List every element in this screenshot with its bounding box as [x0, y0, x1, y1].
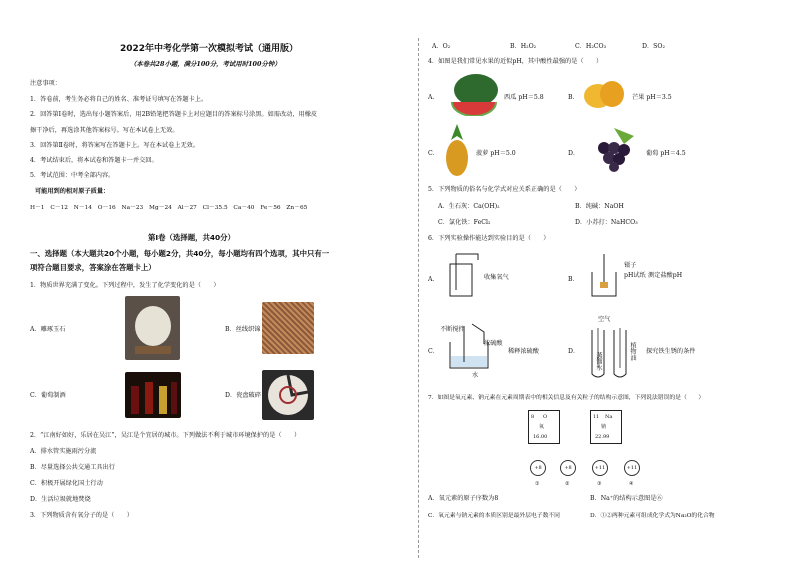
wine-glasses-image [125, 372, 181, 418]
atom-diagram: +8 [560, 460, 576, 476]
question-5-stem: 5．下列物质的俗名与化学式对应关系正确的是（ ） [428, 186, 581, 193]
q6-option-d-letter[interactable]: D． [568, 348, 580, 355]
section-instructions: 项符合题目要求，答案涂在答题卡上） [30, 263, 156, 272]
atom-diagram: +11 [624, 460, 640, 476]
brocade-image [262, 302, 314, 354]
q4-option-b-letter[interactable]: B． [568, 94, 579, 101]
q4-option-a-letter[interactable]: A． [428, 94, 439, 101]
q2-option-c[interactable]: C．积极开展绿化国土行动 [30, 480, 103, 487]
q6-c-label-acid: 浓硫酸 [484, 340, 503, 347]
q6-b-label-tweezers: 镊子 [624, 262, 637, 269]
broken-plate-image [262, 370, 314, 420]
note-item: 擦干净后，再选涂其他答案标号。写在本试卷上无效。 [30, 127, 179, 134]
note-item: 3．回答第Ⅱ卷时，将答案写在答题卡上。写在本试卷上无效。 [30, 142, 200, 149]
q4-option-b-text: 芒果 pH＝3.5 [632, 94, 672, 101]
q7-option-d[interactable]: D．①②两种元素可组成化学式为Na₂O的化合物 [590, 513, 715, 519]
q3-option-b[interactable]: B．H₂O₂ [510, 43, 537, 50]
pineapple-image [442, 124, 472, 178]
watermelon-image [448, 72, 500, 116]
q3-option-a[interactable]: A．O₂ [432, 43, 451, 50]
q1-option-c[interactable]: C．葡萄制酒 [30, 392, 66, 399]
q6-c-label-water: 水 [472, 372, 479, 379]
q7-option-c[interactable]: C．氧元素与钠元素的本质区别是最外层电子数不同 [428, 513, 560, 519]
q6-d-label-air: 空气 [598, 316, 611, 323]
notes-heading: 注意事项： [30, 80, 61, 87]
q2-option-b[interactable]: B．尽量选择公共交通工具出行 [30, 464, 115, 471]
question-7-stem: 7．如图是氧元素、钠元素在元素周期表中的相关信息及有关粒子的结构示意图，下列说法错误的是（ ） [428, 395, 705, 401]
atom-label: ② [565, 481, 570, 487]
note-item: 2．回答第Ⅰ卷时，选出每小题答案后，用2B铅笔把答题卡上对应题目的答案标号涂黑。如需改动，用橡皮 [30, 111, 318, 118]
q6-option-b-letter[interactable]: B． [568, 276, 579, 283]
q3-option-d[interactable]: D．SO₂ [642, 43, 665, 50]
q6-a-label: 收集氧气 [484, 274, 509, 281]
periodic-cell-sodium: 11 Na 钠 22.99 [590, 410, 622, 444]
atomic-mass-values: H－1 C－12 N－14 O－16 Na－23 Mg－24 Al－27 Cl－35.5 Ca－40 Fe－56 Zn－65 [30, 205, 308, 211]
question-6-stem: 6．下列实验操作能达到实验目的是（ ） [428, 235, 550, 242]
note-item: 5．考试范围：中考全部内容。 [30, 172, 115, 179]
q6-b-label-purpose: 测定盐酸pH [648, 272, 683, 279]
ph-test-diagram [586, 252, 622, 298]
atom-label: ③ [597, 481, 602, 487]
periodic-cell-oxygen: 8 O 氧 16.00 [528, 410, 560, 444]
q6-c-label-stir: 不断搅拌 [440, 326, 465, 333]
q4-option-c-letter[interactable]: C． [428, 150, 439, 157]
q6-option-c-letter[interactable]: C． [428, 348, 439, 355]
atom-diagram: +8 [530, 460, 546, 476]
q6-d-label-water: 蒸馏水 [595, 352, 602, 371]
q5-option-c[interactable]: C．氯化铁：FeCl₂ [438, 219, 491, 226]
q6-option-a-letter[interactable]: A． [428, 276, 439, 283]
q7-option-a[interactable]: A．氧元素的原子序数为8 [428, 495, 499, 502]
q6-d-label-purpose: 探究铁生锈的条件 [646, 348, 696, 355]
q6-d-label-oil: 植物油 [629, 342, 636, 361]
gas-bottle-diagram [446, 250, 482, 298]
exam-title: 2022年中考化学第一次模拟考试（通用版） [120, 44, 299, 54]
note-item: 1．答卷前，考生务必将自己的姓名、准考证号填写在答题卡上。 [30, 96, 208, 103]
atom-label: ④ [629, 481, 634, 487]
q5-option-b[interactable]: B．纯碱：NaOH [575, 203, 624, 210]
q4-option-d-letter[interactable]: D． [568, 150, 580, 157]
right-column [420, 0, 794, 562]
q6-c-label-purpose: 稀释浓硫酸 [508, 348, 539, 355]
q4-option-a-text: 西瓜 pH＝5.8 [504, 94, 544, 101]
question-4-stem: 4．如图是我们常见水果的近似pH，其中酸性最强的是（ ） [428, 58, 603, 65]
q3-option-c[interactable]: C．H₂CO₃ [575, 43, 607, 50]
q7-option-b[interactable]: B．Na⁺的结构示意图是⑥ [590, 495, 663, 502]
grape-image [584, 126, 642, 172]
q1-option-a[interactable]: A．雕琢玉石 [30, 326, 66, 333]
q2-option-a[interactable]: A．排水管实施雨污分流 [30, 448, 97, 455]
atomic-mass-heading: 可能用到的相对原子质量： [35, 188, 110, 195]
q2-option-d[interactable]: D．生活垃圾就地焚烧 [30, 496, 91, 503]
q5-option-d[interactable]: D．小苏打：NaHCO₃ [575, 219, 638, 226]
q4-option-c-text: 菠萝 pH＝5.0 [476, 150, 516, 157]
mango-image [582, 76, 626, 114]
question-1-stem: 1．物质世界充满了变化。下列过程中，发生了化学变化的是（ ） [30, 282, 220, 289]
note-item: 4．考试结束后，将本试卷和答题卡一并交回。 [30, 157, 158, 164]
part1-heading: 第Ⅰ卷（选择题，共40分） [148, 233, 235, 242]
q1-option-b[interactable]: B．丝线织锦 [225, 326, 261, 333]
q4-option-d-text: 葡萄 pH＝4.5 [646, 150, 686, 157]
section-instructions: 一、选择题（本大题共20个小题，每小题2分，共40分，每小题均有四个选项，其中只有一 [30, 249, 330, 258]
atom-label: ① [535, 481, 540, 487]
question-3-stem: 3．下列物质含有氧分子的是（ ） [30, 512, 133, 519]
q1-option-d[interactable]: D．瓷盘破碎 [225, 392, 261, 399]
q6-b-label-paper: pH试纸 [624, 272, 646, 279]
q5-option-a[interactable]: A．生石灰：Ca(OH)₂ [438, 203, 500, 210]
exam-subtitle: （本卷共28小题，满分100分，考试用时100分钟） [130, 60, 281, 68]
jade-carving-image [125, 296, 180, 360]
atom-diagram: +11 [592, 460, 608, 476]
question-2-stem: 2．“江南好如好，乐居在吴江”，吴江是个宜居的城市。下列做法不利于城市环境保护的是（ ） [30, 432, 301, 439]
